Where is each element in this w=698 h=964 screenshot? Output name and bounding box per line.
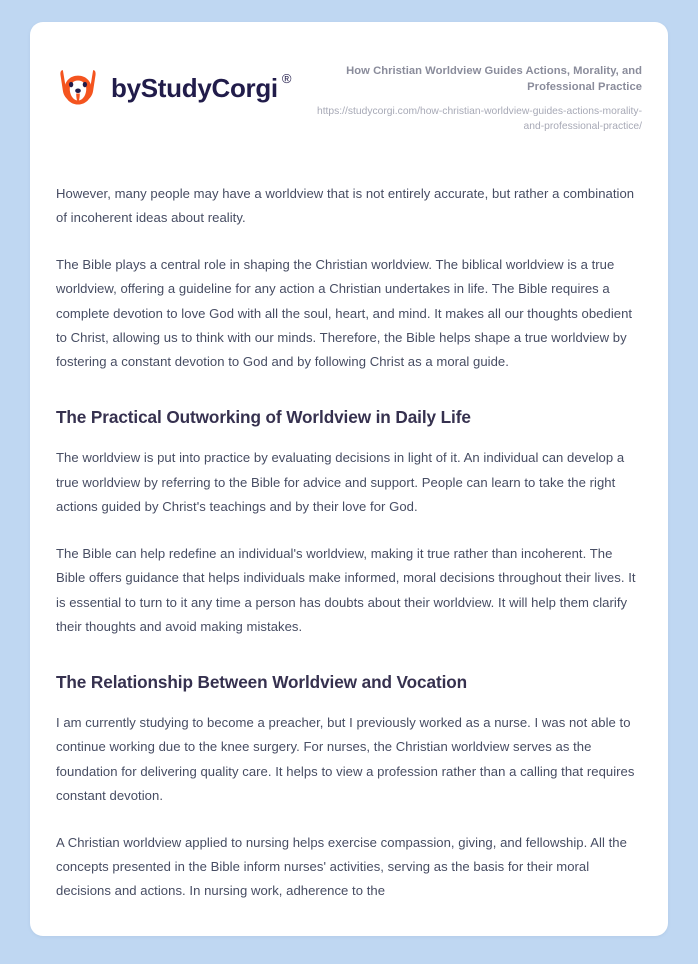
source-url: https://studycorgi.com/how-christian-worldview-guides-actions-morality-and-professional-practice/ (316, 105, 642, 132)
header-meta (302, 60, 642, 135)
section-heading: The Relationship Between Worldview and Vocation (56, 671, 468, 692)
corgi-face-logo-icon (56, 66, 100, 110)
body-paragraph: The Bible can help redefine an individual's worldview, making it true rather than incoherent. The Bible offers guidance that helps individuals make informed, moral decisions throughout their lives. It is essential to turn to it any time a person has doubts about their worldview. It will help them clarify their thoughts and avoid making mistakes. (56, 546, 636, 634)
body-paragraph: The worldview is put into practice by evaluating decisions in light of it. An individual can develop a true worldview by referring to the Bible for advice and support. People can learn to take the right actions guided by Christ's teachings and by their love for God. (56, 450, 625, 514)
brand-lockup (56, 60, 291, 110)
section-heading: The Practical Outworking of Worldview in Daily Life (56, 407, 471, 428)
brand-prefix: by (111, 73, 141, 103)
brand-name: StudyCorgi (140, 73, 278, 103)
body-paragraph: The Bible plays a central role in shaping the Christian worldview. The biblical worldview is a true worldview, offering a guideline for any action a Christian undertakes in life. The Bible requires a complete devotion to love God with all the soul, heart, and mind. It makes all our thoughts obedient to Christ, allowing us to think with our minds. Therefore, the Bible helps shape a true worldview by fostering a constant devotion to God and by following Christ as a moral guide. (56, 257, 633, 369)
article-body (30, 182, 668, 904)
document-header (30, 22, 668, 135)
document-paper (30, 22, 668, 936)
body-paragraph: A Christian worldview applied to nursing helps exercise compassion, giving, and fellowship. All the concepts presented in the Bible inform nurses' activities, serving as the basis for their moral decisions and actions. In nursing work, adherence to the (56, 835, 627, 899)
body-paragraph: However, many people may have a worldview that is not entirely accurate, but rather a combination of incoherent ideas about reality. (56, 185, 635, 225)
page-title: How Christian Worldview Guides Actions, Morality, and Professional Practice (346, 65, 642, 93)
body-paragraph: I am currently studying to become a preacher, but I previously worked as a nurse. I was not able to continue working due to the knee surgery. For nurses, the Christian worldview serves as the foundation for delivering quality care. It helps to view a profession rather than a calling that requires constant devotion. (56, 715, 635, 803)
registered-trademark-symbol: ® (281, 71, 292, 86)
brand-wordmark (111, 71, 292, 103)
